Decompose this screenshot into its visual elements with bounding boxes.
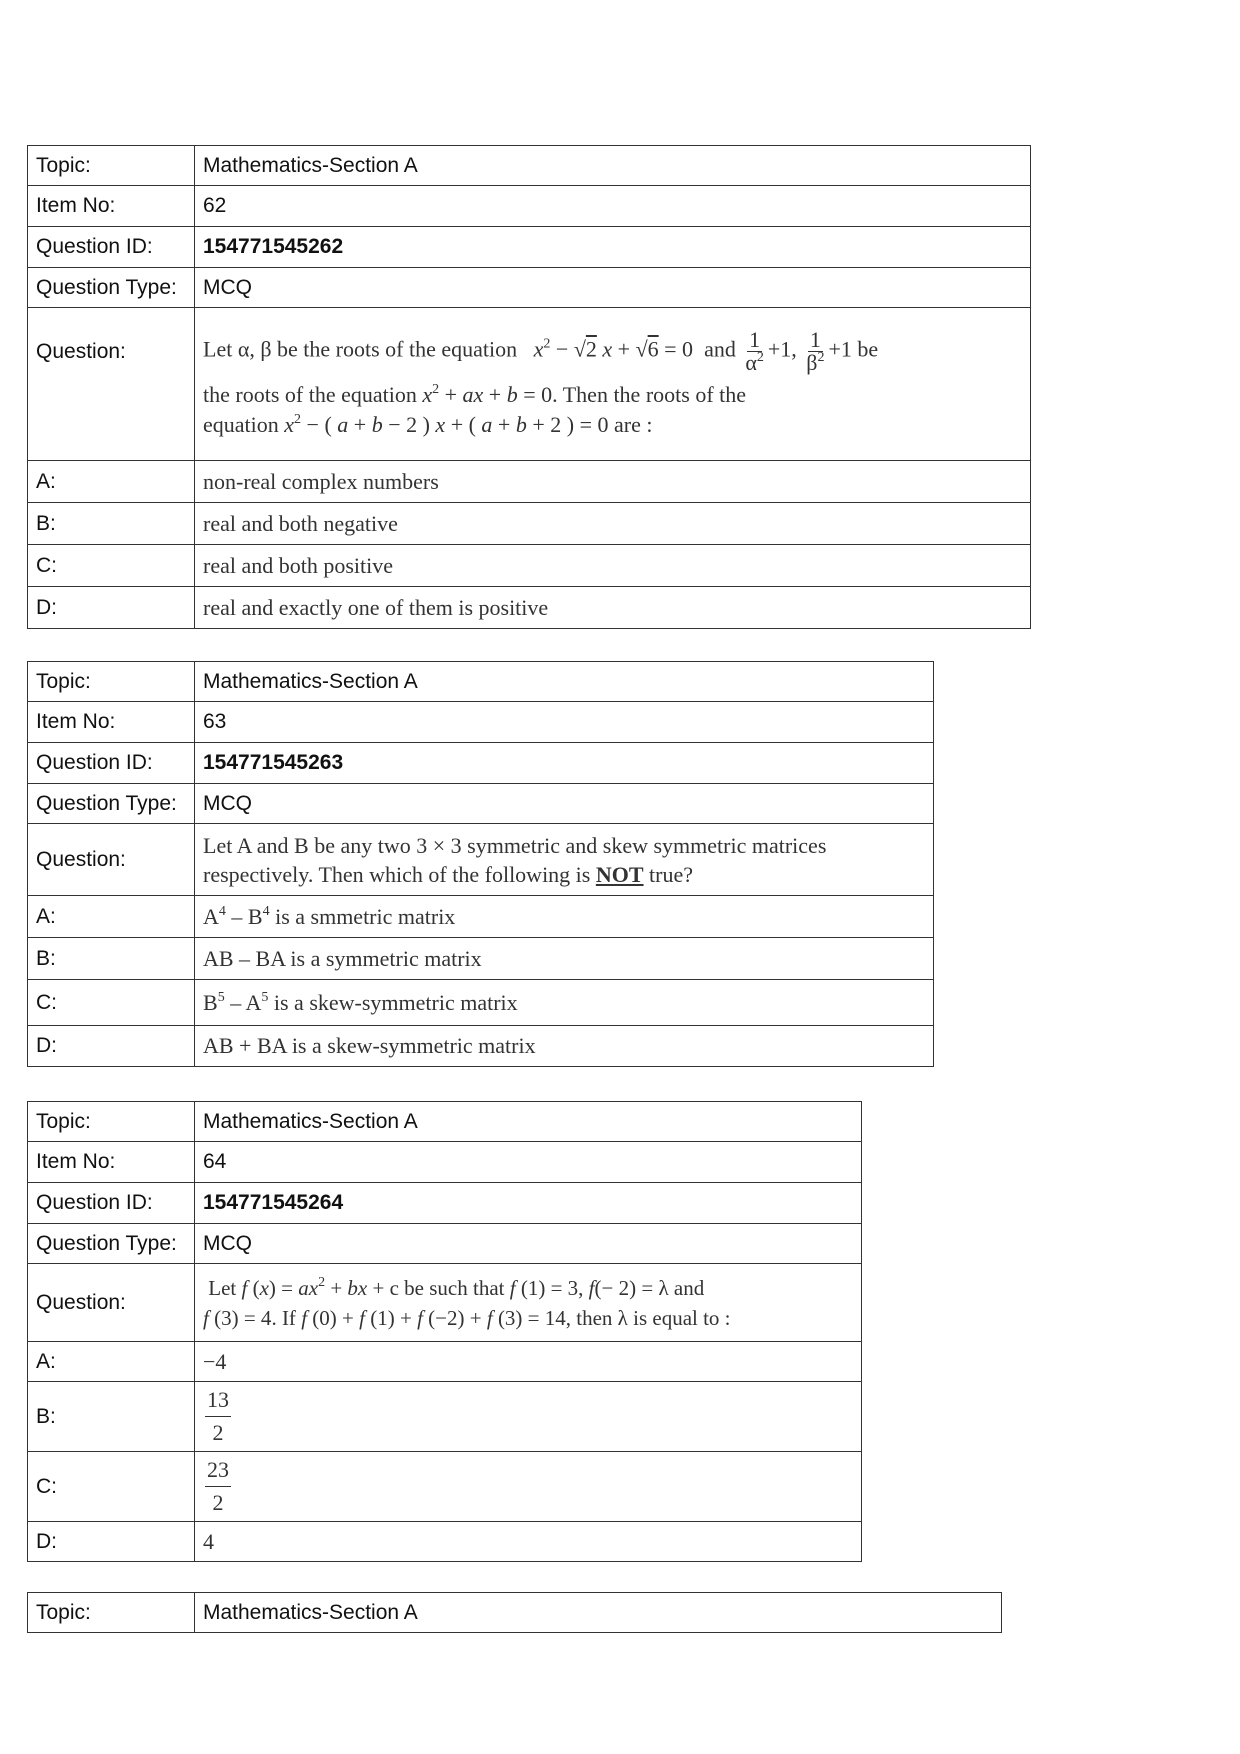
option-d-label: D: [28,1522,195,1562]
option-d-label: D: [28,1026,195,1067]
option-b-text: real and both negative [195,503,1031,545]
topic-value: Mathematics-Section A [195,662,934,702]
option-c-label: C: [28,980,195,1026]
item-no-label: Item No: [28,1142,195,1183]
option-b-label: B: [28,503,195,545]
option-c-text: $B^5 - A^5$ is a skew-symmetric matrix [195,980,934,1026]
topic-label: Topic: [28,662,195,702]
question-64-table [27,1101,862,1562]
option-a-text: −4 [195,1342,862,1382]
question-type-value: MCQ [195,1224,862,1264]
item-no-label: Item No: [28,186,195,227]
topic-value: Mathematics-Section A [195,1102,862,1142]
topic-value: Mathematics-Section A [195,1593,1002,1633]
question-id-value: 154771545262 [195,227,1031,268]
option-a-text: $A^4 - B^4$ is a smmetric matrix [195,896,934,938]
item-no-label: Item No: [28,702,195,743]
fraction: $\frac{13}{2}$ [205,1384,231,1449]
item-no-value: 64 [195,1142,862,1183]
topic-label: Topic: [28,1593,195,1633]
option-d-text: AB + BA is a skew-symmetric matrix [195,1026,934,1067]
question-type-label: Question Type: [28,784,195,824]
option-b-text: AB – BA is a symmetric matrix [195,938,934,980]
question-label: Question: [28,308,195,461]
topic-value: Mathematics-Section A [195,146,1031,186]
question-text: Let A and B be any two 3 × 3 symmetric and skew symmetric matrices respectively. Then which of the following is NOT true? [195,824,934,896]
fraction: $\frac{23}{2}$ [205,1454,231,1519]
option-a-label: A: [28,461,195,503]
question-type-value: MCQ [195,268,1031,308]
item-no-value: 62 [195,186,1031,227]
question-label: Question: [28,1264,195,1342]
option-b-label: B: [28,1382,195,1452]
option-d-text: real and exactly one of them is positive [195,587,1031,629]
question-62-table [27,145,1031,629]
option-a-text: non-real complex numbers [195,461,1031,503]
option-b-text [195,1382,862,1452]
option-d-label: D: [28,587,195,629]
question-line: equation $x^2$ − ( a + b − 2 ) x + ( a + b + 2 ) = 0 are : [203,411,653,437]
not-emphasis: NOT [595,861,644,887]
option-c-label: C: [28,1452,195,1522]
question-id-value: 154771545263 [195,743,934,784]
option-c-label: C: [28,545,195,587]
question-63-table [27,661,934,1067]
question-type-label: Question Type: [28,1224,195,1264]
fraction: $\frac{1}{\beta^2}$ [806,326,825,375]
question-text [195,308,1031,461]
option-c-text [195,1452,862,1522]
option-a-label: A: [28,1342,195,1382]
question-text: Let f $(x) = ax^2$ + bx + c be such that f (1) = 3, f(− 2) = λ and f (3) = 4. If f (0) + f (1) + f (−2) + f (3) = 14, then λ is equal to : [195,1264,862,1342]
question-id-label: Question ID: [28,743,195,784]
topic-label: Topic: [28,146,195,186]
question-type-label: Question Type: [28,268,195,308]
option-a-label: A: [28,896,195,938]
question-type-value: MCQ [195,784,934,824]
question-line: Let α, β be the roots of the equation $x^2 - √2$ x + √6 = 0 and $\frac{1}{\alpha^2}$ +1, $\frac{1}{\beta^2}$ +1 be [203,326,879,375]
topic-label: Topic: [28,1102,195,1142]
question-line: Let A and B be any two 3 × 3 symmetric and skew symmetric matrices [203,832,827,858]
option-b-label: B: [28,938,195,980]
question-id-value: 154771545264 [195,1183,862,1224]
option-d-text: 4 [195,1522,862,1562]
option-c-text: real and both positive [195,545,1031,587]
question-label: Question: [28,824,195,896]
fraction: $\frac{1}{\alpha^2}$ [745,326,764,375]
question-line: the roots of the equation $x^2$ + ax + b = 0. Then the roots of the [203,381,747,407]
item-no-value: 63 [195,702,934,743]
question-id-label: Question ID: [28,227,195,268]
question-id-label: Question ID: [28,1183,195,1224]
question-65-table [27,1592,1002,1633]
